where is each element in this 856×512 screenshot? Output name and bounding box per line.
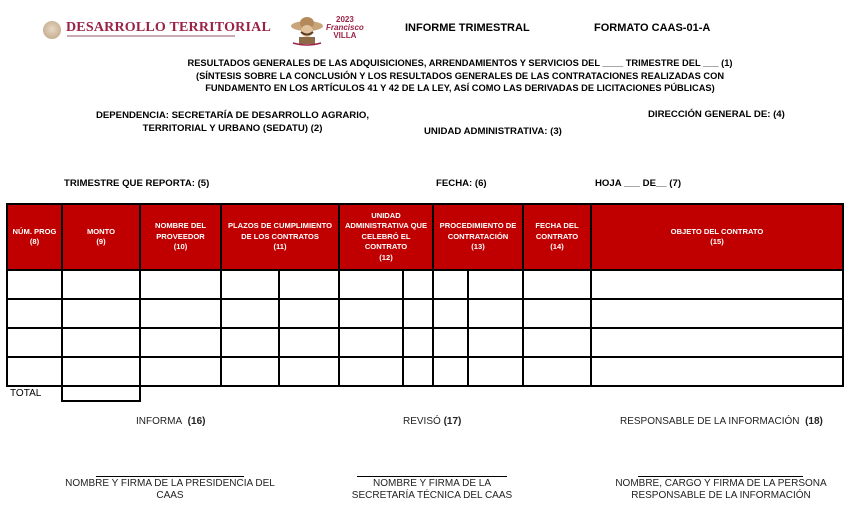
brand-logo-subtitle (67, 35, 235, 37)
text-line: (15) (710, 237, 724, 246)
signature-caption-reviso (322, 478, 542, 502)
cell-monto[interactable] (62, 357, 140, 386)
text-line: ADMINISTRATIVA QUE (344, 221, 428, 231)
dependencia-line-2: TERRITORIAL Y URBANO (SEDATU) (2) (142, 123, 323, 134)
report-title: INFORME TRIMESTRAL (405, 22, 530, 34)
text-line: CONTRATACIÓN (447, 231, 509, 241)
text-line: NOMBRE, CARGO Y FIRMA DE LA PERSONA (615, 478, 827, 489)
cell-procedimiento[interactable] (468, 299, 523, 328)
cell-proveedor[interactable] (140, 270, 221, 299)
cell-monto[interactable] (62, 270, 140, 299)
cell-procedimiento-tipo[interactable] (433, 357, 468, 386)
cell-procedimiento[interactable] (468, 328, 523, 357)
cell-unidad-admin-sub[interactable] (403, 328, 433, 357)
text-line: OBJETO DEL CONTRATO (670, 226, 764, 236)
cell-unidad-admin-sub[interactable] (403, 357, 433, 386)
text-line: REVISÓ (403, 416, 441, 427)
table-header-row (7, 204, 843, 270)
text-line: NÚM. PROG (12, 226, 57, 236)
cell-unidad-admin[interactable] (339, 299, 403, 328)
cell-plazo-fin[interactable] (279, 357, 339, 386)
dependencia-field (60, 109, 405, 135)
cell-unidad-admin[interactable] (339, 328, 403, 357)
cell-objeto-contrato[interactable] (591, 357, 843, 386)
francisco-villa-logo-text (326, 16, 364, 40)
col-header-objeto-contrato (591, 204, 843, 270)
cell-num-prog[interactable] (7, 270, 62, 299)
cell-proveedor[interactable] (140, 299, 221, 328)
villa-surname: VILLA (333, 31, 357, 40)
text-line: CONTRATO (535, 231, 579, 241)
cell-fecha-contrato[interactable] (523, 270, 591, 299)
report-subtitle (150, 57, 770, 95)
cell-fecha-contrato[interactable] (523, 357, 591, 386)
cell-num-prog[interactable] (7, 328, 62, 357)
signature-line-informa[interactable] (96, 476, 244, 477)
subtitle-line-3: FUNDAMENTO EN LOS ARTÍCULOS 41 Y 42 DE LA LEY, ASÍ COMO LAS DERIVADAS DE LICITACIONES PÚBLICAS) (205, 83, 715, 93)
text-line: (9) (96, 237, 106, 246)
col-header-proveedor (140, 204, 221, 270)
fecha-field: FECHA: (6) (436, 178, 487, 189)
text-line: RESPONSABLE DE LA INFORMACIÓN (620, 416, 800, 427)
text-line: NOMBRE Y FIRMA DE LA PRESIDENCIA DEL (65, 478, 275, 489)
cell-plazo-fin[interactable] (279, 270, 339, 299)
cell-num-prog[interactable] (7, 357, 62, 386)
text-line: UNIDAD (371, 210, 401, 220)
text-line: MONTO (86, 226, 116, 236)
cell-procedimiento[interactable] (468, 357, 523, 386)
col-header-num-prog (7, 204, 62, 270)
table-row (7, 357, 843, 386)
trimestre-reporta-field: TRIMESTRE QUE REPORTA: (5) (64, 178, 210, 189)
col-header-monto (62, 204, 140, 270)
hoja-field: HOJA ___ DE__ (7) (595, 178, 682, 189)
subtitle-line-2: (SÍNTESIS SOBRE LA CONCLUSIÓN Y LOS RESULTADOS GENERALES DE LAS CONTRATACIONES REALIZADAS CON (195, 70, 725, 81)
cell-unidad-admin-sub[interactable] (403, 299, 433, 328)
cell-unidad-admin-sub[interactable] (403, 270, 433, 299)
text-line: (11) (273, 242, 287, 252)
text-line: PROCEDIMIENTO DE (439, 221, 517, 231)
dependencia-line-1: DEPENDENCIA: SECRETARÍA DE DESARROLLO AGRARIO, (95, 110, 370, 121)
signature-line-reviso[interactable] (357, 476, 507, 477)
total-label: TOTAL (10, 388, 42, 399)
villa-year: 2023 (336, 15, 354, 24)
table-row (7, 299, 843, 328)
text-line: (13) (471, 242, 485, 252)
text-line: CAAS (156, 490, 184, 501)
cell-procedimiento[interactable] (468, 270, 523, 299)
table-row (7, 270, 843, 299)
cell-objeto-contrato[interactable] (591, 328, 843, 357)
text-line: (17) (443, 416, 462, 427)
text-line: (16) (187, 416, 206, 427)
signature-line-responsable[interactable] (638, 476, 803, 477)
contracts-table (6, 203, 844, 387)
text-line: NOMBRE DEL (154, 221, 207, 231)
text-line: RESPONSABLE DE LA INFORMACIÓN (631, 490, 811, 501)
cell-procedimiento-tipo[interactable] (433, 328, 468, 357)
signature-caption-responsable (596, 478, 846, 502)
cell-objeto-contrato[interactable] (591, 299, 843, 328)
cell-procedimiento-tipo[interactable] (433, 299, 468, 328)
direccion-general-field: DIRECCIÓN GENERAL DE: (4) (648, 109, 785, 120)
cell-monto[interactable] (62, 328, 140, 357)
cell-fecha-contrato[interactable] (523, 328, 591, 357)
text-line: SECRETARÍA TÉCNICA DEL CAAS (351, 490, 513, 501)
cell-proveedor[interactable] (140, 357, 221, 386)
cell-plazo-inicio[interactable] (221, 299, 279, 328)
text-line: PLAZOS DE CUMPLIMIENTO (227, 221, 333, 231)
text-line: DE LOS CONTRATOS (241, 231, 319, 241)
unidad-administrativa-field: UNIDAD ADMINISTRATIVA: (3) (424, 126, 562, 137)
format-code: FORMATO CAAS-01-A (594, 22, 711, 34)
cell-plazo-inicio[interactable] (221, 328, 279, 357)
cell-monto[interactable] (62, 299, 140, 328)
subtitle-line-1: RESULTADOS GENERALES DE LAS ADQUISICIONES, ARRENDAMIENTOS Y SERVICIOS DEL ____ TRIMESTRE DEL ___ (1) (187, 58, 733, 68)
text-line: (8) (29, 237, 40, 246)
cell-num-prog[interactable] (7, 299, 62, 328)
text-line: (18) (805, 416, 823, 427)
text-line: PROVEEDOR (156, 231, 205, 241)
col-header-procedimiento (433, 204, 523, 270)
villa-name: Francisco (326, 23, 364, 32)
brand-logo-text: DESARROLLO TERRITORIAL (66, 20, 271, 35)
text-line: CELEBRÓ EL (361, 231, 411, 241)
cell-fecha-contrato[interactable] (523, 299, 591, 328)
col-header-unidad-administrativa (339, 204, 433, 270)
government-seal-icon (43, 21, 61, 39)
signature-informa-heading (136, 416, 205, 427)
text-line: NOMBRE Y FIRMA DE LA (373, 478, 491, 489)
text-line: (10) (173, 242, 188, 252)
signature-responsable-heading (620, 416, 823, 427)
cell-unidad-admin[interactable] (339, 357, 403, 386)
text-line: (12) (379, 252, 393, 262)
text-line: FECHA DEL (535, 221, 579, 231)
col-header-plazos (221, 204, 339, 270)
cell-objeto-contrato[interactable] (591, 270, 843, 299)
col-header-fecha-contrato (523, 204, 591, 270)
cell-plazo-inicio[interactable] (221, 357, 279, 386)
cell-procedimiento-tipo[interactable] (433, 270, 468, 299)
total-input[interactable] (61, 386, 141, 402)
signature-caption-informa (40, 478, 300, 502)
francisco-villa-logo-icon (289, 14, 325, 46)
signature-reviso-heading (403, 416, 461, 427)
cell-plazo-inicio[interactable] (221, 270, 279, 299)
text-line: (14) (550, 242, 564, 252)
cell-plazo-fin[interactable] (279, 299, 339, 328)
cell-unidad-admin[interactable] (339, 270, 403, 299)
text-line: CONTRATO (364, 242, 408, 252)
cell-plazo-fin[interactable] (279, 328, 339, 357)
table-body (7, 270, 843, 386)
cell-proveedor[interactable] (140, 328, 221, 357)
table-row (7, 328, 843, 357)
text-line: INFORMA (136, 416, 183, 427)
